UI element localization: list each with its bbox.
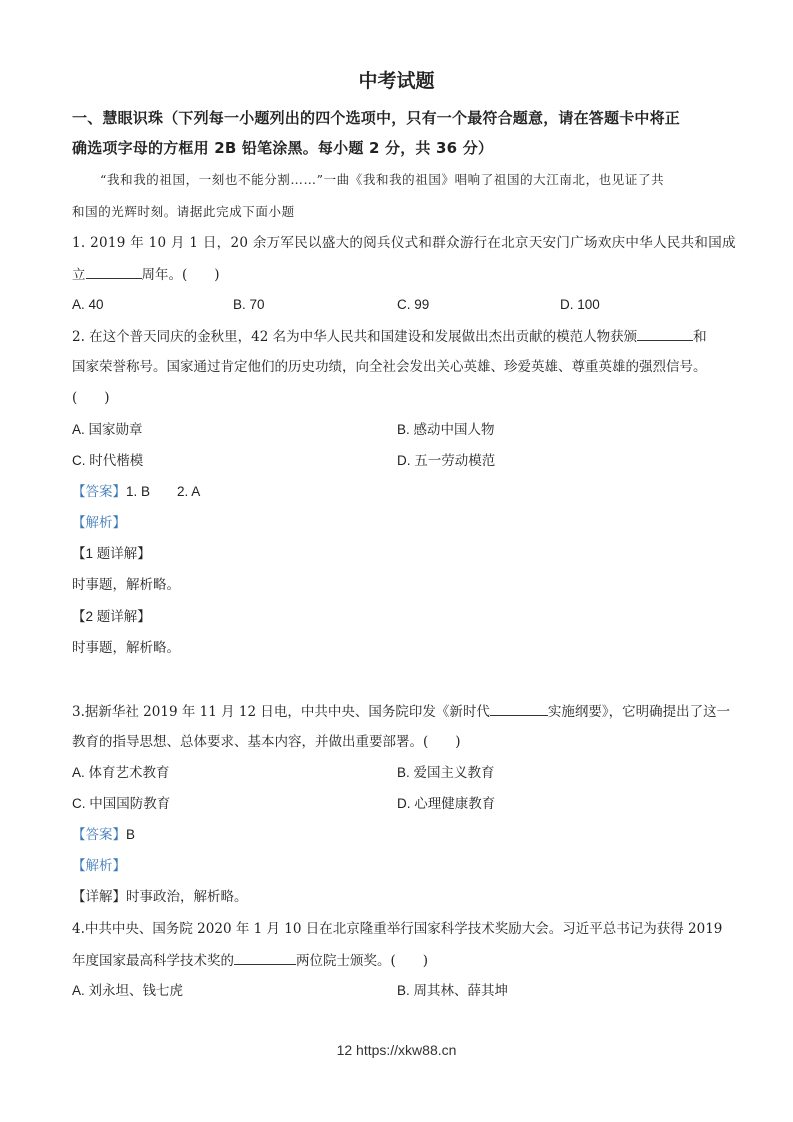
q2-line1 bbox=[72, 327, 707, 346]
detail3-label: 【详解】 bbox=[72, 889, 126, 904]
q1-text-after: 周年。( ) bbox=[141, 267, 220, 283]
q4-line1: 4.中共中央、国务院 2020 年 1 月 10 日在北京隆重举行国家科学技术奖励大会。习近平总书记为获得 2019 bbox=[72, 921, 723, 937]
answer-value: B bbox=[126, 827, 136, 842]
answer-q3 bbox=[72, 826, 135, 844]
q3-option-d: D. 心理健康教育 bbox=[397, 796, 496, 811]
q3-line1 bbox=[72, 702, 730, 721]
q2-option-b: B. 感动中国人物 bbox=[397, 422, 495, 437]
q2-text-after: 和 bbox=[693, 329, 707, 345]
answer-label: 【答案】 bbox=[72, 484, 126, 499]
q3-text-after: 实施纲要》，它明确提出了这一 bbox=[547, 704, 731, 720]
detail3-text: 时事政治，解析略。 bbox=[126, 889, 248, 904]
q4-text-after: 两位院士颁奖。( ) bbox=[296, 953, 429, 969]
q2-line2: 国家荣誉称号。国家通过肯定他们的历史功绩，向全社会发出关心英雄、珍爱英雄、尊重英雄的强烈信号。 bbox=[72, 359, 707, 375]
q4-option-a: A. 刘永坦、钱七虎 bbox=[72, 983, 184, 998]
q1-line1: 1. 2019 年 10 月 1 日，20 余万军民以盛大的阅兵仪式和群众游行在北京天安门广场欢庆中华人民共和国成 bbox=[72, 235, 736, 251]
detail2-text: 时事题，解析略。 bbox=[72, 640, 180, 655]
analysis3-label: 【解析】 bbox=[72, 858, 126, 873]
section-heading-line1: 一、慧眼识珠（下列每一小题列出的四个选项中，只有一个最符合题意，请在答题卡中将正 bbox=[72, 109, 681, 127]
q1-blank bbox=[86, 265, 142, 279]
q3-option-b: B. 爱国主义教育 bbox=[397, 765, 495, 780]
answer-label: 【答案】 bbox=[72, 827, 126, 842]
answer-value: 1. B 2. A bbox=[126, 484, 201, 499]
analysis-label: 【解析】 bbox=[72, 515, 126, 530]
q4-line2 bbox=[72, 951, 428, 970]
q2-option-d: D. 五一劳动模范 bbox=[397, 453, 496, 468]
q2-option-a: A. 国家勋章 bbox=[72, 422, 143, 437]
q2-text-before: 2. 在这个普天同庆的金秋里，42 名为中华人民共和国建设和发展做出杰出贡献的模范人物获颁 bbox=[72, 329, 638, 345]
page-footer: 12 https://xkw88.cn bbox=[336, 1042, 457, 1058]
q1-option-d: D. 100 bbox=[560, 297, 600, 312]
q3-option-a: A. 体育艺术教育 bbox=[72, 765, 170, 780]
q3-blank bbox=[490, 702, 548, 716]
q1-option-c: C. 99 bbox=[397, 297, 430, 312]
q1-option-b: B. 70 bbox=[233, 297, 265, 312]
q1-text-before: 立 bbox=[72, 267, 86, 283]
intro-line1: “我和我的祖国，一刻也不能分割……”一曲《我和我的祖国》唱响了祖国的大江南北，也见证了共 bbox=[100, 172, 665, 187]
section-heading-line2: 确选项字母的方框用 2B 铅笔涂黑。每小题 2 分，共 36 分） bbox=[72, 139, 494, 157]
page-title: 中考试题 bbox=[358, 70, 435, 92]
answer-q1-q2 bbox=[72, 483, 200, 501]
q2-blank bbox=[637, 327, 693, 341]
q4-option-b: B. 周其林、薛其坤 bbox=[397, 983, 509, 998]
intro-line2: 和国的光辉时刻。请据此完成下面小题 bbox=[72, 204, 295, 219]
q4-blank bbox=[234, 951, 296, 965]
q3-text-before: 3.据新华社 2019 年 11 月 12 日电，中共中央、国务院印发《新时代 bbox=[72, 704, 490, 720]
q1-option-a: A. 40 bbox=[72, 297, 104, 312]
q4-text-before: 年度国家最高科学技术奖的 bbox=[72, 953, 234, 969]
detail1-text: 时事题，解析略。 bbox=[72, 577, 180, 592]
q2-line3: ( ) bbox=[72, 390, 110, 406]
detail2-label: 【2 题详解】 bbox=[72, 609, 151, 624]
q3-line2: 教育的指导思想、总体要求、基本内容，并做出重要部署。( ) bbox=[72, 734, 461, 750]
q2-option-c: C. 时代楷模 bbox=[72, 453, 144, 468]
detail1-label: 【1 题详解】 bbox=[72, 546, 151, 561]
q3-option-c: C. 中国国防教育 bbox=[72, 796, 171, 811]
detail3 bbox=[72, 888, 248, 906]
q1-line2 bbox=[72, 265, 220, 284]
